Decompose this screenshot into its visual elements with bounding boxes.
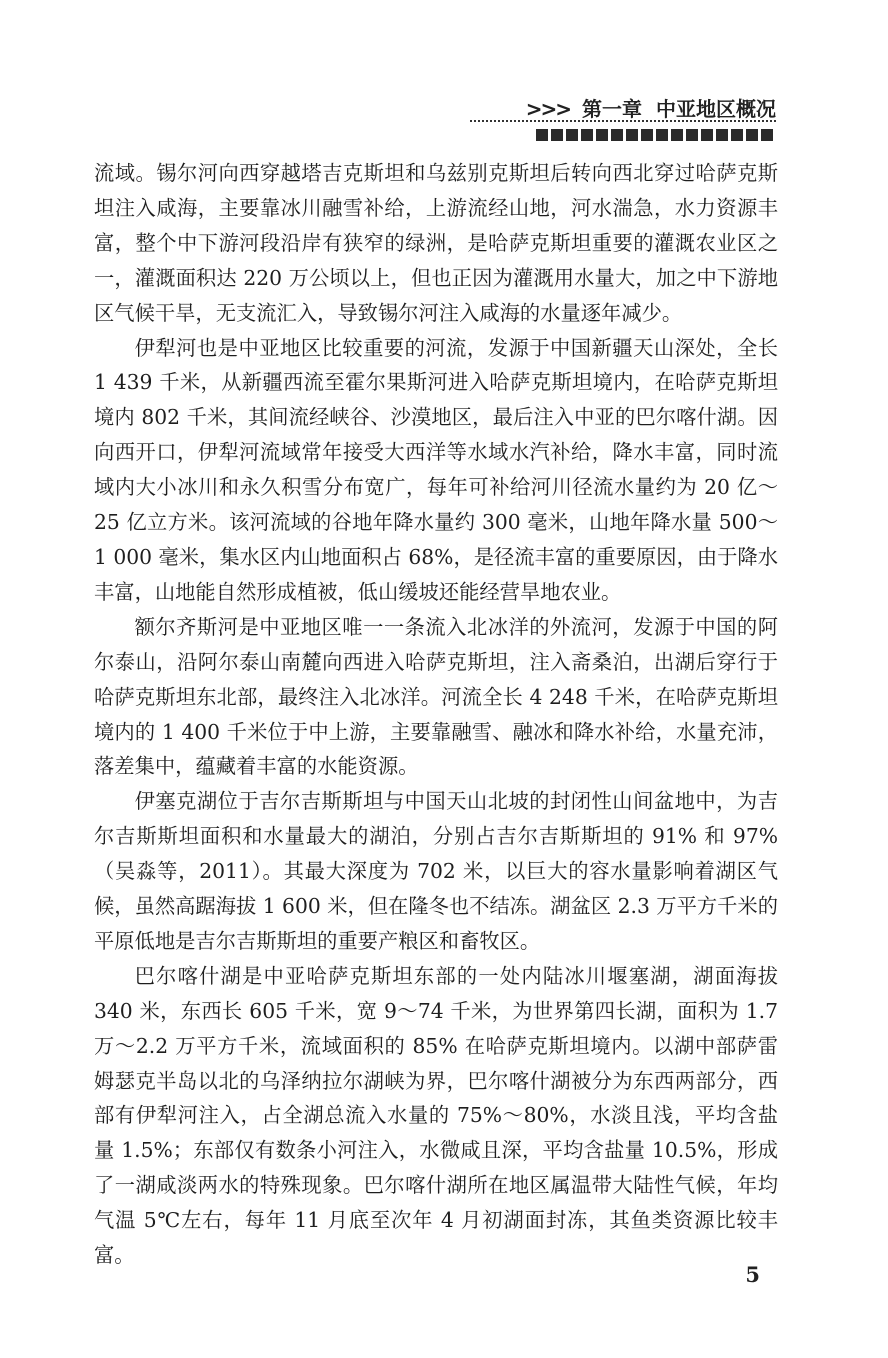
running-header bbox=[526, 96, 776, 122]
chapter-title: 中亚地区概况 bbox=[656, 97, 776, 121]
paragraph-syr-darya: 流域。锡尔河向西穿越塔吉克斯坦和乌兹别克斯坦后转向西北穿过哈萨克斯坦注入咸海，主要靠冰川融雪补给，上游流经山地，河水湍急，水力资源丰富，整个中下游河段沿岸有狭窄的绿洲，是哈萨克斯坦重要的灌溉农业区之一，灌溉面积达 220 万公顷以上，但也正因为灌溉用水量大，加之中下游地区气候干旱，无支流汇入，导致锡尔河注入咸海的水量逐年减少。 bbox=[94, 161, 778, 325]
header-dotted-rule bbox=[470, 120, 776, 126]
paragraph-issyk-kul: 伊塞克湖位于吉尔吉斯斯坦与中国天山北坡的封闭性山间盆地中，为吉尔吉斯斯坦面积和水量最大的湖泊，分别占吉尔吉斯斯坦的 91% 和 97%（吴淼等，2011）。其最大深度为 702 米，以巨大的容水量影响着湖区气候，虽然高踞海拔 1 600 米，但在隆冬也不结冻。湖盆区 2.3 万平方千米的平原低地是吉尔吉斯斯坦的重要产粮区和畜牧区。 bbox=[94, 789, 778, 953]
header-block-bar bbox=[536, 129, 776, 141]
paragraph-irtysh-river: 额尔齐斯河是中亚地区唯一一条流入北冰洋的外流河，发源于中国的阿尔泰山，沿阿尔泰山南麓向西进入哈萨克斯坦，注入斋桑泊，出湖后穿行于哈萨克斯坦东北部，最终注入北冰洋。河流全长 4 248 千米，在哈萨克斯坦境内的 1 400 千米位于中上游，主要靠融雪、融冰和降水补给，水量充沛，落差集中，蕴藏着丰富的水能资源。 bbox=[94, 614, 778, 779]
chapter-label: 第一章 bbox=[582, 97, 642, 121]
paragraph-ili-river: 伊犁河也是中亚地区比较重要的河流，发源于中国新疆天山深处，全长 1 439 千米，从新疆西流至霍尔果斯河进入哈萨克斯坦境内，在哈萨克斯坦境内 802 千米，其间流经峡谷、沙漠地区，最后注入中亚的巴尔喀什湖。因向西开口，伊犁河流域常年接受大西洋等水域水汽补给，降水丰富，同时流域内大小冰川和永久积雪分布宽广，每年可补给河川径流水量约为 20 亿～25 亿立方米。该河流域的谷地年降水量约 300 毫米，山地年降水量 500～1 000 毫米，集水区内山地面积占 68%，是径流丰富的重要原因，由于降水丰富，山地能自然形成植被，低山缓坡还能经营旱地农业。 bbox=[94, 335, 778, 604]
chevrons-icon: >>> bbox=[525, 97, 570, 121]
page-number: 5 bbox=[745, 1262, 760, 1287]
body-text bbox=[94, 156, 778, 1273]
paragraph-balkhash: 巴尔喀什湖是中亚哈萨克斯坦东部的一处内陆冰川堰塞湖，湖面海拔 340 米，东西长 605 千米，宽 9～74 千米，为世界第四长湖，面积为 1.7 万～2.2 万平方千米，流域面积的 85% 在哈萨克斯坦境内。以湖中部萨雷姆瑟克半岛以北的乌泽纳拉尔湖峡为界，巴尔喀什湖被分为东西两部分，西部有伊犁河注入，占全湖总流入水量的 75%～80%，水淡且浅，平均含盐量 1.5%；东部仅有数条小河注入，水微咸且深，平均含盐量 10.5%，形成了一湖咸淡两水的特殊现象。巴尔喀什湖所在地区属温带大陆性气候，年均气温 5℃左右，每年 11 月底至次年 4 月初湖面封冻，其鱼类资源比较丰富。 bbox=[94, 963, 778, 1268]
